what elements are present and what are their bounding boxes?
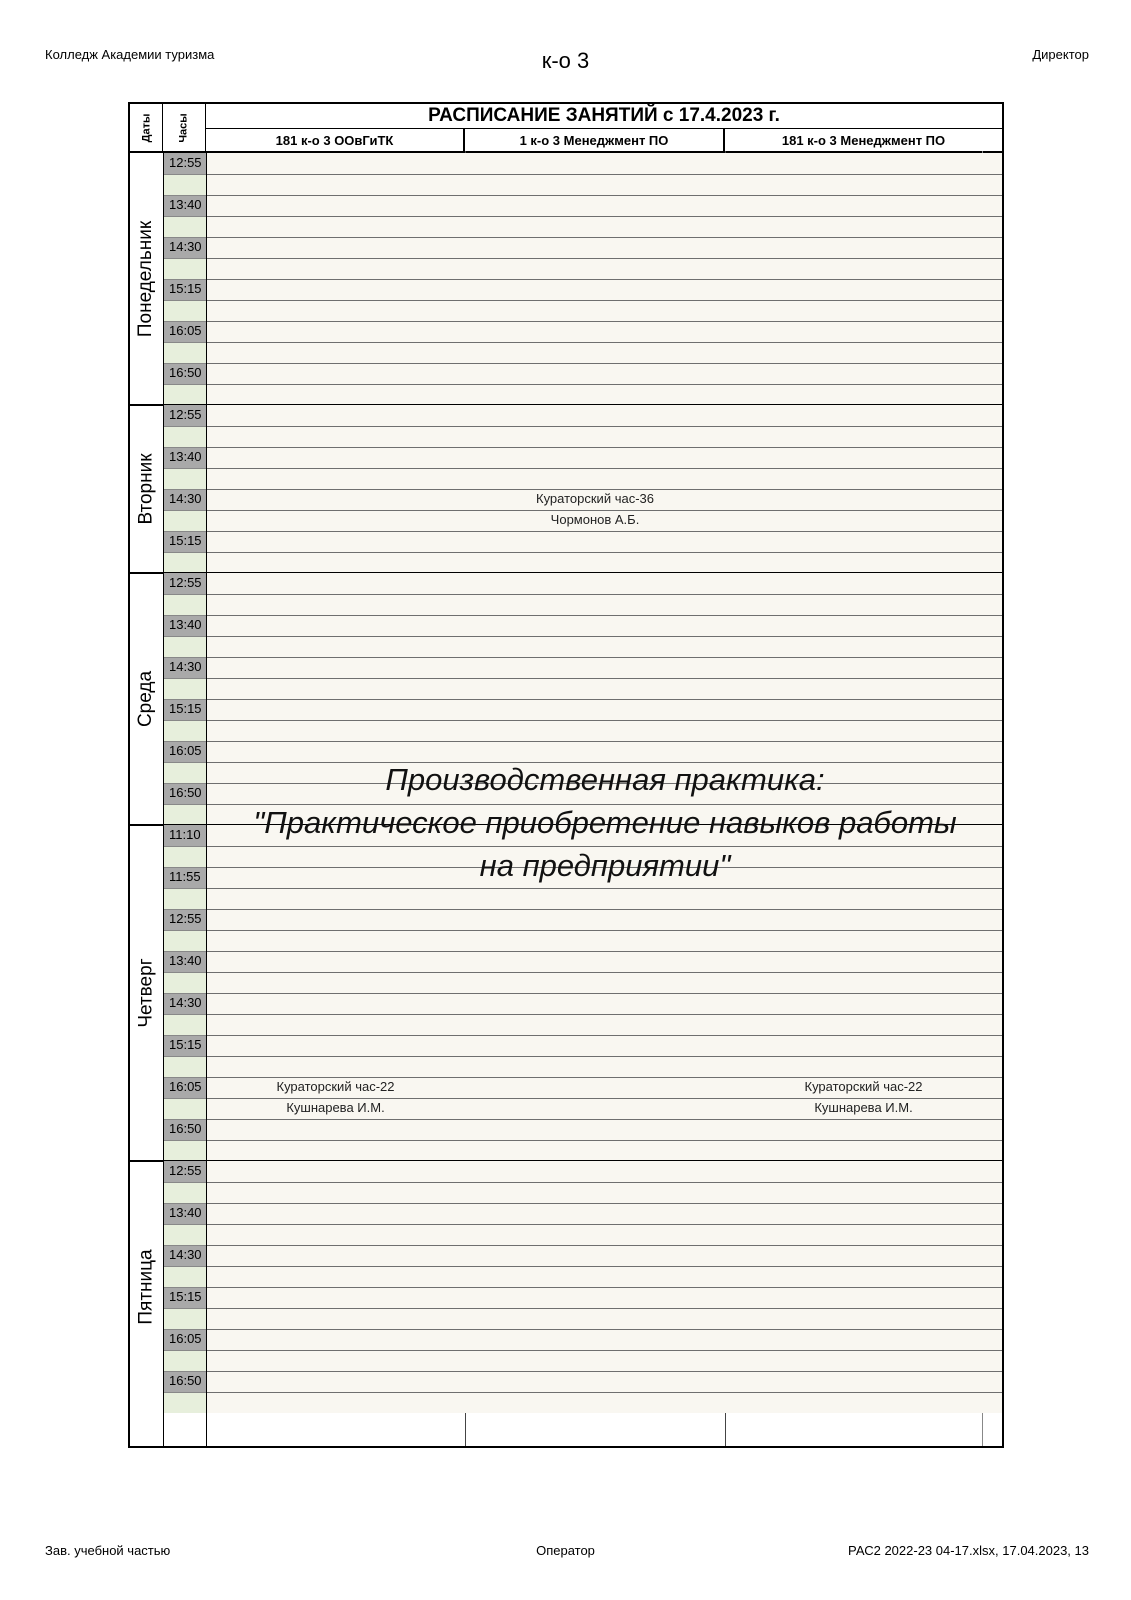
time-slot: 12:55 [169,407,202,422]
schedule-title: РАСПИСАНИЕ ЗАНЯТИЙ с 17.4.2023 г. [206,104,1002,129]
time-slot: 13:40 [169,1205,202,1220]
time-slot: 12:55 [169,155,202,170]
lesson-subject: Кураторский час-22 [276,1079,395,1094]
director-label: Директор [1032,47,1089,62]
time-slot: 12:55 [169,911,202,926]
day-label [130,405,163,573]
operator-label: Оператор [536,1543,595,1558]
time-slot: 15:15 [169,281,202,296]
day-label [130,573,163,825]
time-slot: 16:05 [169,743,202,758]
time-slot: 15:15 [169,1289,202,1304]
time-slot: 13:40 [169,197,202,212]
time-slot: 11:10 [169,827,201,842]
time-slot: 15:15 [169,1037,202,1052]
time-slot: 16:05 [169,1331,202,1346]
day-name: Пятница [135,1249,157,1325]
time-slot: 13:40 [169,953,202,968]
practice-title: Производственная практика: [385,762,825,797]
day-name: Четверг [135,958,157,1028]
time-slot: 12:55 [169,575,202,590]
practice-name-line1: "Практическое приобретение навыков работы [253,805,957,840]
time-slot: 14:30 [169,995,202,1010]
column-header-dates: Даты [130,104,163,151]
time-slot: 14:30 [169,491,202,506]
page-title: к-о 3 [541,48,590,73]
day-label [130,825,163,1161]
file-info: РАС2 2022-23 04-17.xlsx, 17.04.2023, 13 [848,1543,1089,1558]
group-header-3: 181 к-о 3 Менеджмент ПО [781,132,946,148]
time-slot: 16:50 [169,365,202,380]
time-slot: 11:55 [169,869,201,884]
practice-name-line2: на предприятии" [479,848,731,883]
time-slot: 16:50 [169,1121,202,1136]
time-slot: 13:40 [169,617,202,632]
day-name: Среда [135,670,157,728]
day-name: Вторник [135,453,157,525]
lesson-teacher: Чормонов А.Б. [550,512,640,527]
practice-banner [210,758,1000,887]
lesson-subject: Кураторский час-36 [536,491,654,506]
time-slot: 16:05 [169,1079,202,1094]
day-label [130,1161,163,1413]
group-header-1: 181 к-о 3 ООвГиТК [206,129,465,151]
group-header-2: 1 к-о 3 Менеджмент ПО [465,129,725,151]
time-slot: 14:30 [169,1247,202,1262]
lesson-teacher: Кушнарева И.М. [814,1100,913,1115]
day-name: Понедельник [135,220,157,338]
college-name: Колледж Академии туризма [45,47,215,62]
lesson-subject: Кураторский час-22 [804,1079,923,1094]
time-slot: 14:30 [169,239,202,254]
time-slot: 14:30 [169,659,202,674]
time-slot: 16:50 [169,1373,202,1388]
time-slot: 12:55 [169,1163,202,1178]
column-header-hours: Часы [163,104,206,151]
time-slot: 16:05 [169,323,202,338]
day-label [130,153,163,405]
deputy-label: Зав. учебной частью [45,1543,171,1558]
time-slot: 16:50 [169,785,202,800]
time-slot: 13:40 [169,449,202,464]
time-slot: 15:15 [169,533,202,548]
time-slot: 15:15 [169,701,202,716]
lesson-teacher: Кушнарева И.М. [286,1100,385,1115]
